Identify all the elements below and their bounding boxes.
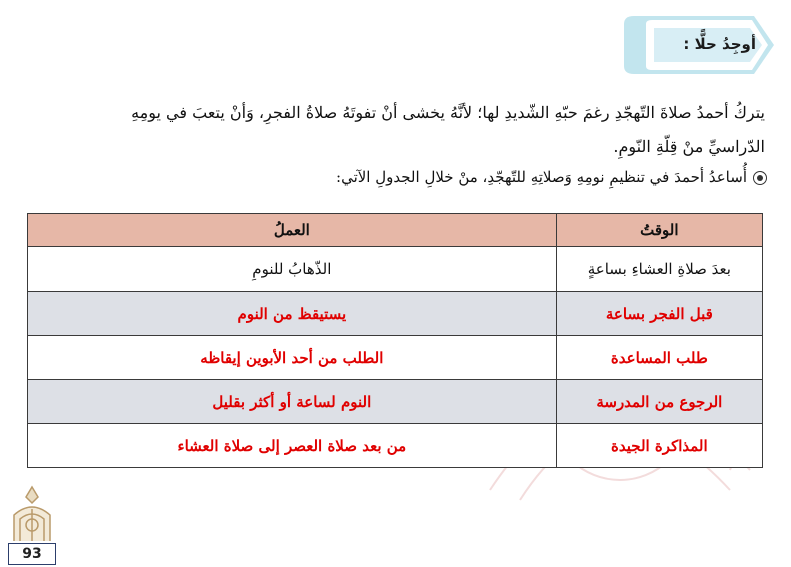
- time-cell: المذاكرة الجيدة: [556, 424, 762, 468]
- table-row: [28, 424, 763, 468]
- table-row: [28, 247, 763, 292]
- page-ornament-icon: [4, 485, 60, 541]
- time-cell: بعدَ صلاةِ العشاءِ بساعةٍ: [556, 247, 762, 292]
- table-row: [28, 336, 763, 380]
- table-row: [28, 380, 763, 424]
- table-header-row: [28, 214, 763, 247]
- section-tab: [624, 16, 774, 74]
- section-title: أوجِدُ حلًّا :: [683, 35, 756, 53]
- schedule-table: [27, 213, 763, 468]
- header-work: العملُ: [28, 214, 557, 247]
- question-text: أُساعدُ أحمدَ في تنظيمِ نومِهِ وَصلاتِهِ للتّهجّدِ، منْ خلالِ الجدولِ الآتي:: [336, 168, 747, 186]
- paragraph-line-2: الدّراسيِّ منْ قِلّةِ النّومِ.: [613, 137, 765, 156]
- work-cell: من بعد صلاة العصر إلى صلاة العشاء: [28, 424, 557, 468]
- problem-paragraph: [26, 96, 765, 164]
- question-line: [26, 168, 767, 186]
- bullet-icon: [753, 171, 767, 185]
- work-cell: النوم لساعة أو أكثر بقليل: [28, 380, 557, 424]
- paragraph-line-1: يتركُ أحمدُ صلاةَ التّهجّدِ رغمَ حبّهِ الشّديدِ لها؛ لأنَّهُ يخشى أنْ تفوتَهُ صلاةُ الفجرِ، وَأنْ يتعبَ في يومِهِ: [131, 103, 765, 122]
- work-cell: يستيقظ من النوم: [28, 292, 557, 336]
- time-cell: قبل الفجر بساعة: [556, 292, 762, 336]
- work-cell: الذّهابُ للنومِ: [28, 247, 557, 292]
- work-cell: الطلب من أحد الأبوين إيقاظه: [28, 336, 557, 380]
- time-cell: طلب المساعدة: [556, 336, 762, 380]
- page-number: 93: [8, 543, 56, 565]
- table-row: [28, 292, 763, 336]
- time-cell: الرجوع من المدرسة: [556, 380, 762, 424]
- header-time: الوقتُ: [556, 214, 762, 247]
